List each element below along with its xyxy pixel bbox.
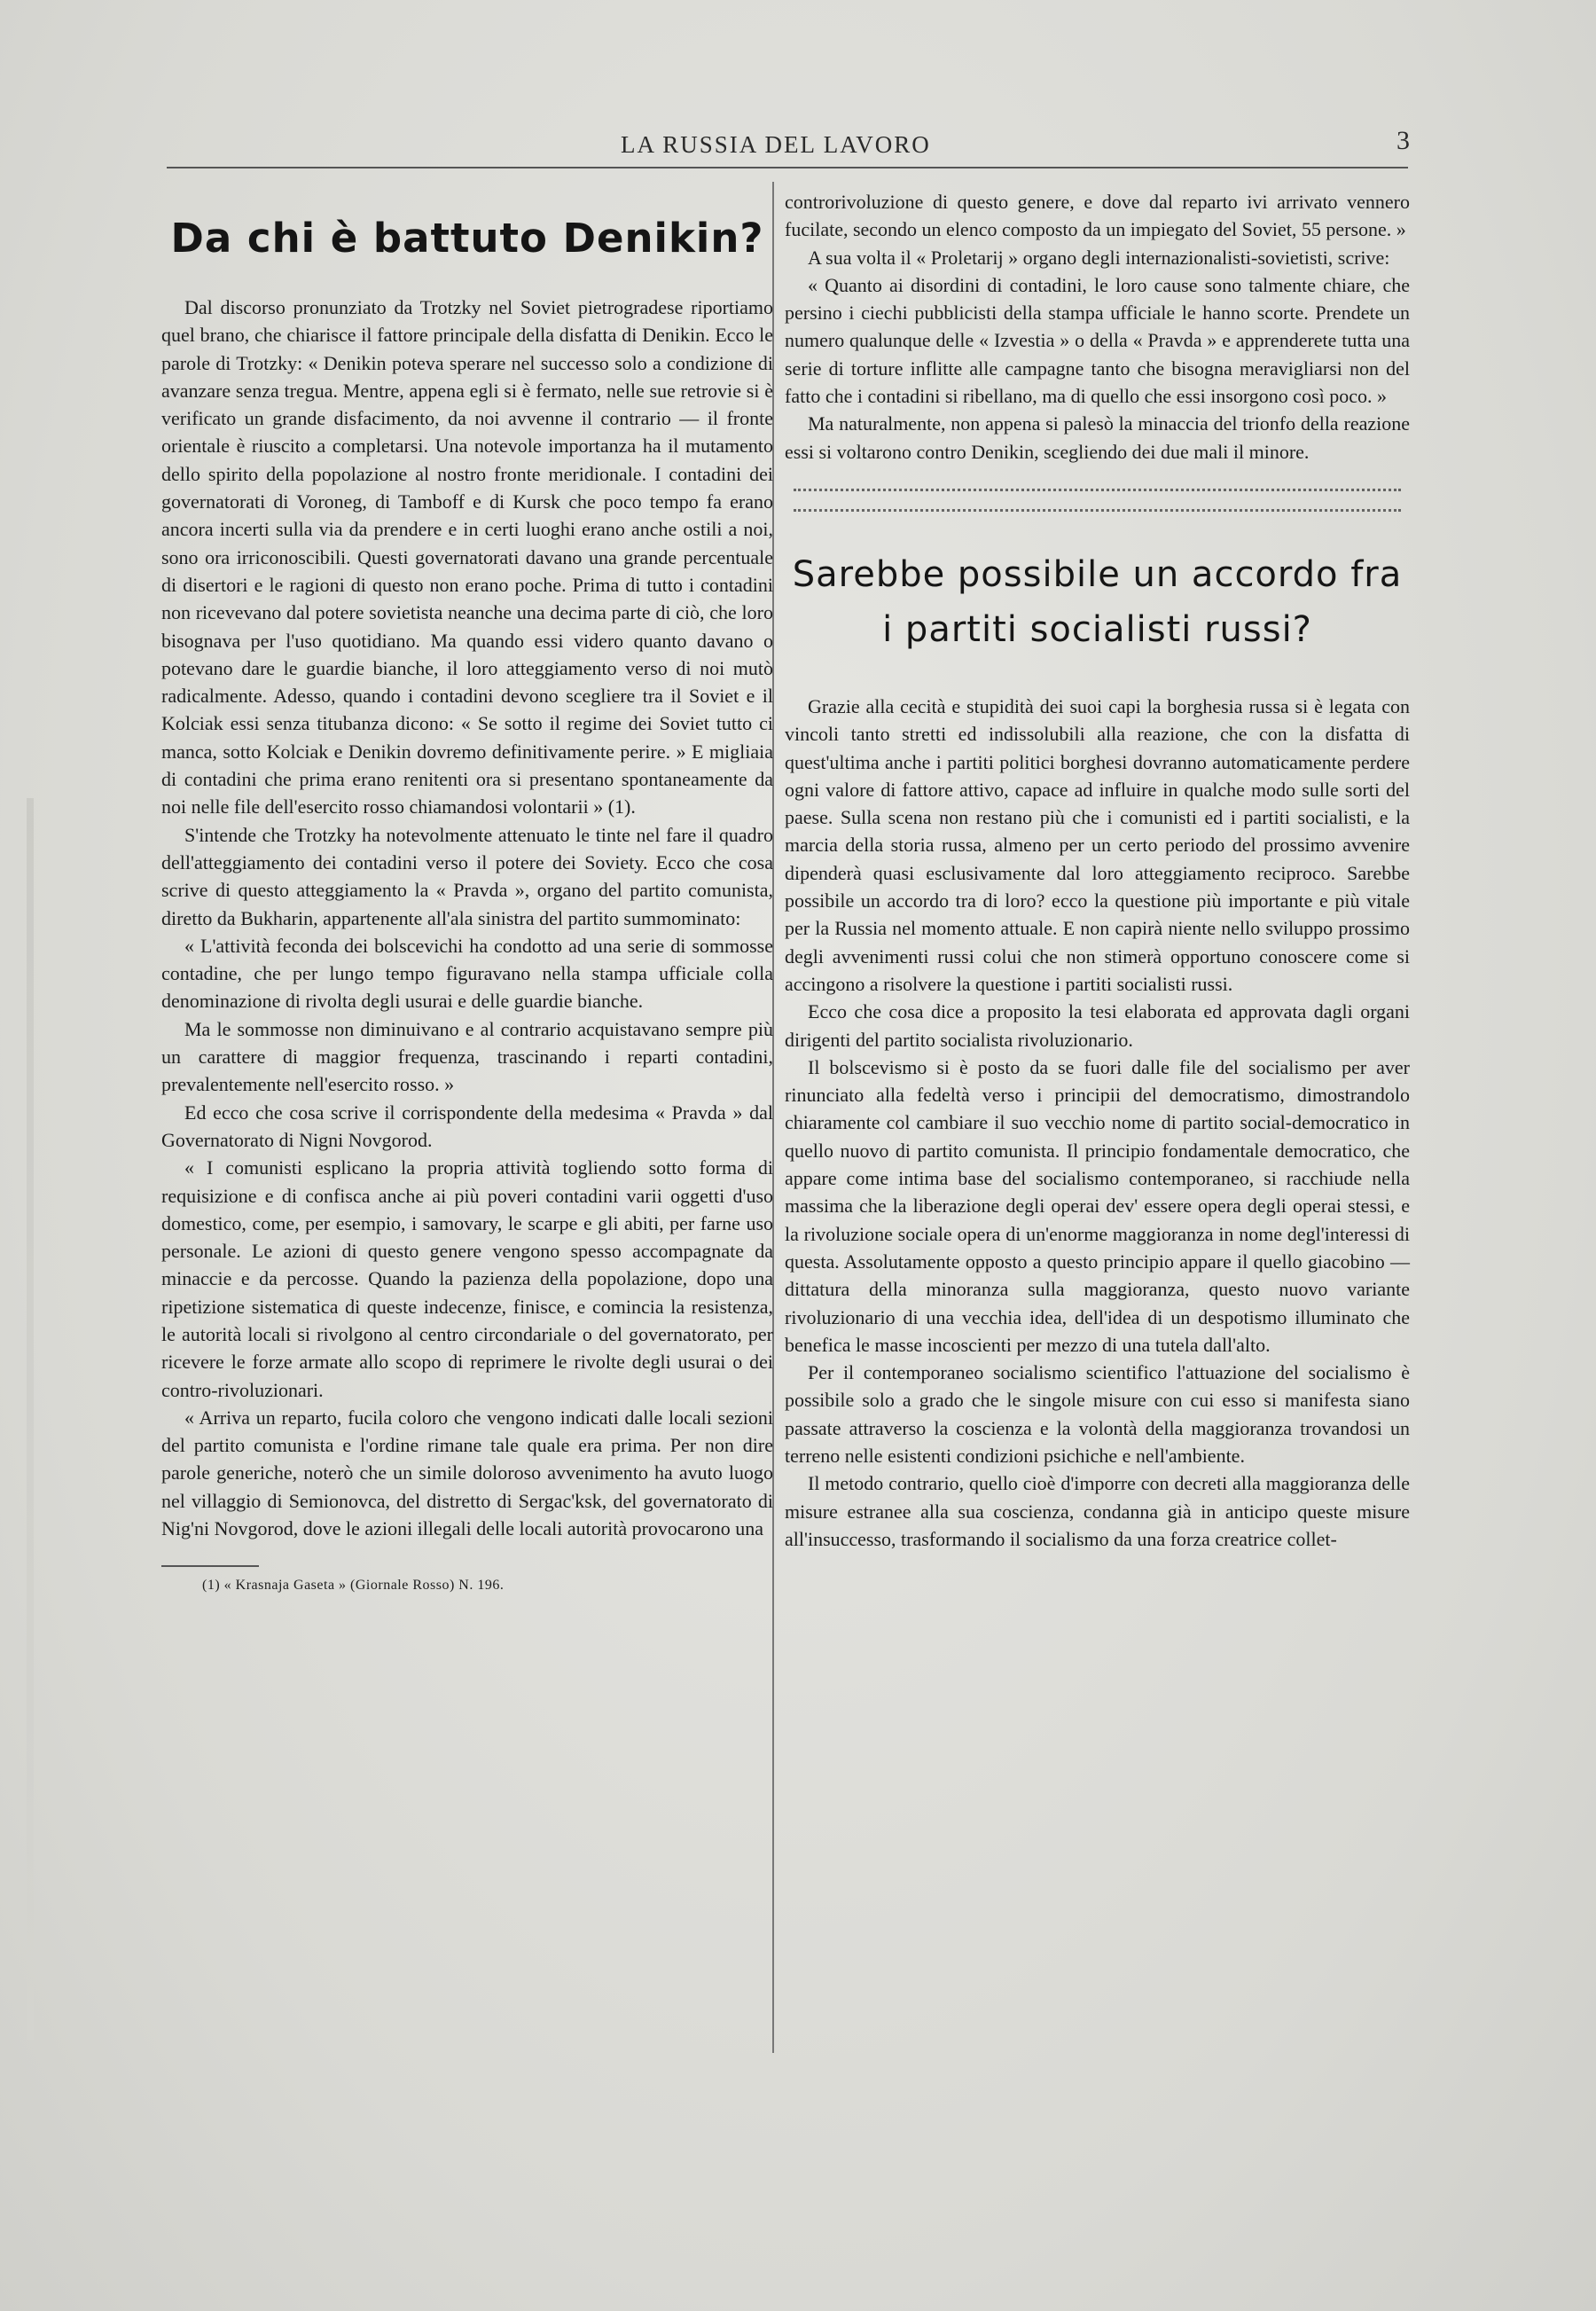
article-title-accordo: Sarebbe possibile un accordo fra i partiti socialisti russi? xyxy=(792,553,1403,650)
paragraph: « L'attività feconda dei bolscevichi ha condotto ad una serie di sommosse contadine, che per lungo tempo figuravano nella stampa ufficiale colla denominazione di rivolta degli usurai e delle guardie bianche. xyxy=(161,934,773,1013)
paragraph: Grazie alla cecità e stupidità dei suoi capi la borghesia russa si è legata con vincoli tanto stretti ed indissolubili alla reazione, che con la disfatta di quest'ultima anche i partiti politici borghesi dovranno automaticamente perdere ogni valore di fattore attivo, capace ad influire in qualche modo sulle sorti del paese. Sulla scena non restano più che i comunisti ed i partiti socialisti, e la marcia della storia russa, almeno per un certo periodo del prossimo avvenire dipenderà quasi esclusivamente dal loro atteggiamento reciproco. Sarebbe possibile un accordo tra di loro? ecco la questione più importante e più vitale per la Russia nel momento attuale. E non capirà niente nello sviluppo prossimo degli avvenimenti russi colui che non stimerà opportuno conoscere come si accingono a risolvere la questione i partiti socialisti russi. xyxy=(785,694,1410,995)
paragraph: A sua volta il « Proletarij » organo degli internazionalisti-sovietisti, scrive: xyxy=(808,246,1390,269)
paragraph: Il metodo contrario, quello cioè d'imporre con decreti alla maggioranza delle misure estranee alla sua coscienza, condanna già in anticipo queste misure all'insuccesso, trasformando il socialismo da una forza creatrice collet- xyxy=(785,1472,1410,1550)
paragraph: Per il contemporaneo socialismo scientifico l'attuazione del socialismo è possibile solo a grado che le singole misure con cui esso si manifesta siano passate attraverso la coscienza e la volontà della maggioranza trovandosi un terreno nelle esistenti condizioni psichiche e nell'ambiente. xyxy=(785,1361,1410,1467)
paragraph: Ma naturalmente, non appena si palesò la minaccia del trionfo della reazione essi si voltarono contro Denikin, scegliendo dei due mali il minore. xyxy=(785,412,1410,463)
paragraph: controrivoluzione di questo genere, e dove dal reparto ivi arrivato vennero fucilate, secondo un elenco composto da un impiegato del Soviet, 55 persone. » xyxy=(785,191,1410,241)
right-column xyxy=(785,188,1410,1553)
paragraph: S'intende che Trotzky ha notevolmente attenuato le tinte nel fare il quadro dell'atteggiamento dei contadini verso il potere dei Soviety. Ecco che cosa scrive di questo atteggiamento la « Pravda », organo del partito comunista, diretto da Bukharin, appartenente all'ala sinistra del partito summominato: xyxy=(161,823,773,929)
section-divider xyxy=(794,489,1401,512)
page-number: 3 xyxy=(1396,126,1410,155)
running-header xyxy=(168,126,1410,167)
footnote: (1) « Krasnaja Gaseta » (Giornale Rosso) N. 196. xyxy=(202,1578,505,1594)
page-edge-shadow xyxy=(27,798,34,2040)
article-title-denikin: Da chi è battuto Denikin? xyxy=(170,215,764,262)
paragraph: « I comunisti esplicano la propria attività togliendo sotto forma di requisizione e di confisca anche ai più poveri contadini varii oggetti d'uso domestico, come, per esempio, i samovary, le scarpe e gli abiti, per farne uso personale. Le azioni di questo genere vengono spesso accompagnate da minaccie e da percosse. Quando la pazienza della popolazione, dopo una ripetizione sistematica di queste indecenze, finisce, e comincia la resistenza, le autorità locali si rivolgono al centro circondariale o del governatorato, per ricevere le forze armate allo scopo di reprimere le rivolte degli usurai o dei contro-rivoluzionari. xyxy=(161,1156,773,1401)
paragraph: Ma le sommosse non diminuivano e al contrario acquistavano sempre più un carattere di maggior frequenza, trascinando i reparti contadini, prevalentemente nell'esercito rosso. » xyxy=(161,1017,773,1096)
paragraph: Il bolscevismo si è posto da se fuori dalle file del socialismo per aver rinunciato alla fedeltà verso i principii del democratismo, dimostrandolo chiaramente col cambiare il suo vecchio nome di partito social-democratico in quello nuovo di partito comunista. Il principio fondamentale democratico, che appare come intima base del socialismo contemporaneo, si racchiude nella massima che la liberazione degli operai dev' essere opera degli operai stessi, e la rivoluzione sociale opera di un'enorme maggioranza in nome degl'interessi di questa. Assolutamente opposto a questo principio appare il quello giacobino — dittatura della minoranza sulla maggioranza, questo nuovo variante rivoluzionario di una vecchia idea, dell'idea di un despotismo illuminato che benefica le masse incoscienti per mezzo di una tutela dall'alto. xyxy=(785,1055,1410,1356)
paragraph: Dal discorso pronunziato da Trotzky nel Soviet pietrogradese riportiamo quel brano, che chiarisce il fattore principale della disfatta di Denikin. Ecco le parole di Trotzky: « Denikin poteva sperare nel successo solo a condizione di avanzare senza tregua. Mentre, appena egli si è fermato, nelle sue retrovie si è verificato un grande disfacimento, da noi avvenne il contrario — il fronte orientale è riuscito a completarsi. Una notevole importanza ha il mutamento dello spirito della popolazione al nostro fronte meridionale. I contadini dei governatorati di Voroneg, di Tamboff e di Kursk che poco tempo fa erano ancora incerti sulla via da prendere e in certi luoghi erano anche ostili a noi, sono ora irriconoscibili. Questi governatorati davano una grande percentuale di disertori e le ragioni di questo non erano poche. Prima di tutto i contadini non ricevevano dal potere sovietista neanche una decima parte di ciò, che loro bisognava per l'uso quotidiano. Ma quando essi videro quanto davano o potevano dare le guardie bianche, il loro atteggiamento verso di noi mutò radicalmente. Adesso, quando i contadini devono scegliere tra il Soviet e il Kolciak essi senza titubanza dicono: « Se sotto il regime dei Soviet tutto ci manca, sotto Kolciak e Denikin dovremo definitivamente perire. » E migliaia di contadini che prima erano renitenti ora si presentano spontaneamente da noi nelle file dell'esercito rosso chiamandosi volontarii » (1). xyxy=(161,296,773,819)
paragraph: Ed ecco che cosa scrive il corrispondente della medesima « Pravda » dal Governatorato di Nigni Novgorod. xyxy=(161,1101,773,1151)
paragraph: « Arriva un reparto, fucila coloro che vengono indicati dalle locali sezioni del partito comunista e l'ordine rimane tale quale era prima. Per non dire parole generiche, noterò che un simile doloroso avvenimento ha avuto luogo nel villaggio di Semionovca, del distretto di Sergac'ksk, del governatorato di Nig'ni Novgorod, dove le azioni illegali delle locali autorità provocarono una xyxy=(161,1406,773,1540)
left-column xyxy=(161,188,773,1595)
paragraph: Ecco che cosa dice a proposito la tesi elaborata ed approvata dagli organi dirigenti del partito socialista rivoluzionario. xyxy=(785,1000,1410,1051)
paragraph: « Quanto ai disordini di contadini, le loro cause sono talmente chiare, che persino i ciechi pubblicisti della stampa ufficiale le hanno scorte. Prendete un numero qualunque delle « Izvestia » o della « Pravda » e apprenderete tutta una serie di torture inflitte alle campagne tanto che bisogna meravigliarsi non del fatto che i contadini si ribellano, ma di quello che essi insorgono così poco. » xyxy=(785,273,1410,408)
running-title: LA RUSSIA DEL LAVORO xyxy=(621,131,931,158)
header-rule xyxy=(167,167,1408,168)
footnote-rule xyxy=(161,1565,259,1567)
